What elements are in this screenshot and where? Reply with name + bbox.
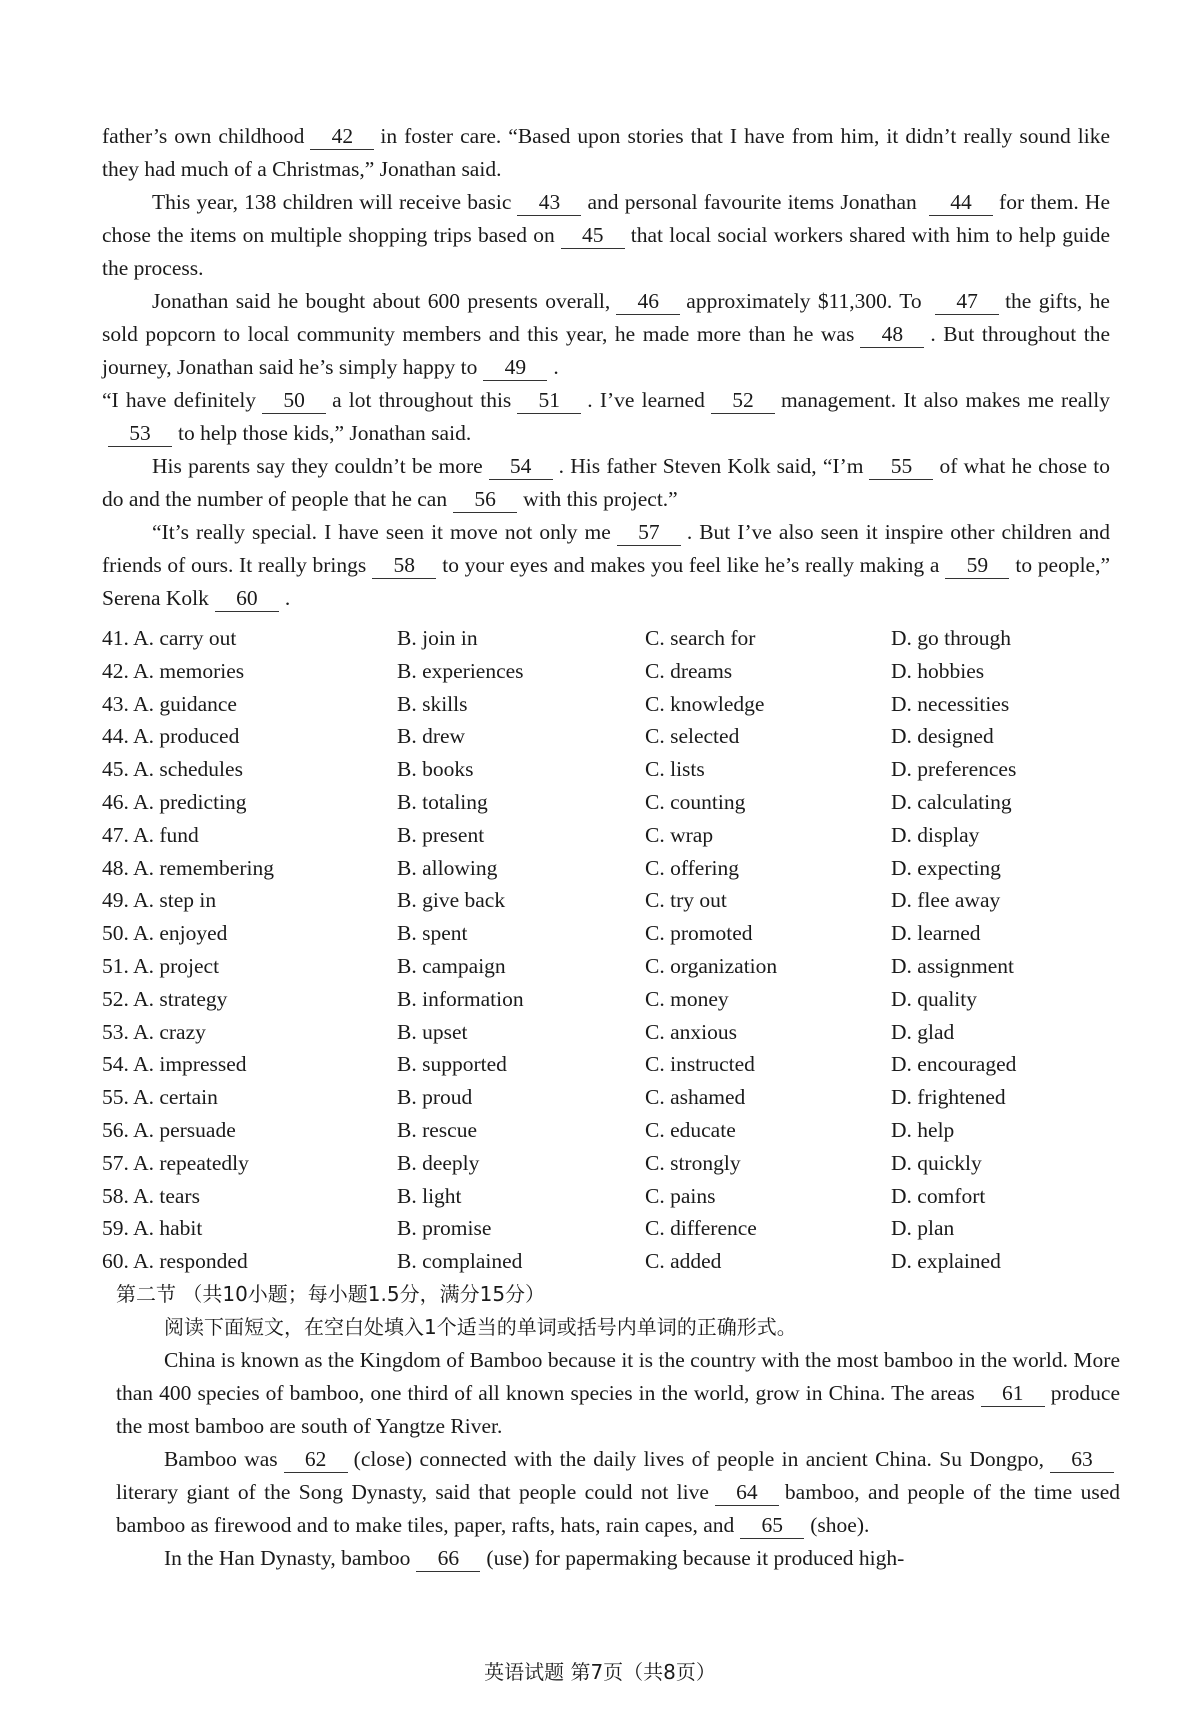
blank-46: 46 bbox=[616, 288, 680, 315]
blank-44: 44 bbox=[929, 189, 993, 216]
option-b: B. supported bbox=[397, 1052, 507, 1077]
option-b: B. spent bbox=[397, 921, 468, 946]
option-text: A. enjoyed bbox=[133, 921, 228, 946]
option-text: A. step in bbox=[133, 888, 217, 913]
option-a bbox=[102, 1048, 397, 1081]
option-d: D. comfort bbox=[891, 1183, 986, 1208]
blank-57: 57 bbox=[617, 519, 681, 546]
option-a bbox=[102, 786, 397, 819]
option-d: D. explained bbox=[891, 1249, 1001, 1274]
option-a bbox=[102, 983, 397, 1016]
question-number: 48. bbox=[102, 855, 129, 880]
text: literary giant of the Song Dynasty, said that people could not live bbox=[116, 1480, 709, 1504]
option-d: D. go through bbox=[891, 626, 1012, 650]
text: China is known as the Kingdom of Bamboo because it is the country with the most bamboo in the world. More than 400 species of bamboo, one third of all known species in the world, grow in China. The areas bbox=[116, 1348, 1120, 1405]
option-b: B. deeply bbox=[397, 1150, 480, 1175]
text: . But throughout the journey, Jonathan said he’s simply happy to bbox=[102, 322, 1110, 379]
option-b: B. join in bbox=[397, 626, 478, 650]
option-d: D. quickly bbox=[891, 1150, 982, 1175]
question-number: 59. bbox=[102, 1216, 129, 1241]
option-text: A. persuade bbox=[133, 1117, 236, 1142]
option-c: C. instructed bbox=[645, 1052, 755, 1077]
text: to people,” Serena Kolk bbox=[102, 553, 1111, 610]
option-d: D. display bbox=[891, 822, 980, 847]
option-row bbox=[102, 1114, 1110, 1147]
blank-65: 65 bbox=[740, 1512, 804, 1539]
text: for them. He chose the items on multiple shopping trips based on bbox=[102, 190, 1110, 247]
text: . I’ve learned bbox=[587, 388, 705, 412]
option-text: A. responded bbox=[133, 1249, 248, 1274]
text: His parents say they couldn’t be more bbox=[152, 454, 483, 478]
blank-59: 59 bbox=[945, 552, 1009, 579]
option-d: D. plan bbox=[891, 1216, 955, 1241]
text: “It’s really special. I have seen it move not only me bbox=[152, 520, 611, 544]
blank-51: 51 bbox=[517, 387, 581, 414]
blank-60: 60 bbox=[215, 585, 279, 612]
option-text: A. fund bbox=[133, 822, 199, 847]
option-text: A. habit bbox=[133, 1216, 203, 1241]
option-b: B. present bbox=[397, 822, 485, 847]
option-c: C. try out bbox=[645, 888, 727, 913]
option-row bbox=[102, 1147, 1110, 1180]
option-row bbox=[102, 1180, 1110, 1213]
option-a bbox=[102, 950, 397, 983]
blank-66: 66 bbox=[416, 1545, 480, 1572]
question-number: 60. bbox=[102, 1249, 129, 1274]
option-text: A. memories bbox=[133, 658, 245, 683]
option-a bbox=[102, 884, 397, 917]
option-text: A. remembering bbox=[133, 855, 274, 880]
option-row bbox=[102, 720, 1110, 753]
option-c: C. offering bbox=[645, 855, 739, 880]
option-a bbox=[102, 917, 397, 950]
question-number: 42. bbox=[102, 658, 129, 683]
option-c: C. lists bbox=[645, 757, 705, 782]
option-c: C. money bbox=[645, 986, 729, 1011]
blank-45: 45 bbox=[561, 222, 625, 249]
blank-47: 47 bbox=[935, 288, 999, 315]
text: approximately $11,300. To bbox=[686, 289, 922, 313]
option-row bbox=[102, 688, 1110, 721]
option-a bbox=[102, 1016, 397, 1049]
question-number: 41. bbox=[102, 626, 129, 650]
section-instruction: 阅读下面短文，在空白处填入1个适当的单词或括号内单词的正确形式。 bbox=[164, 1315, 797, 1339]
paragraph bbox=[116, 1443, 1120, 1542]
option-c: C. organization bbox=[645, 953, 778, 978]
option-d: D. glad bbox=[891, 1019, 955, 1044]
blank-61: 61 bbox=[981, 1380, 1045, 1407]
option-c: C. dreams bbox=[645, 658, 733, 683]
option-row bbox=[102, 753, 1110, 786]
text: . His father Steven Kolk said, “I’m bbox=[558, 454, 864, 478]
option-d: D. assignment bbox=[891, 953, 1015, 978]
blank-55: 55 bbox=[869, 453, 933, 480]
text: to help those kids,” Jonathan said. bbox=[178, 421, 472, 445]
option-a bbox=[102, 1081, 397, 1114]
text: This year, 138 children will receive basic bbox=[152, 190, 512, 214]
text: . bbox=[553, 355, 559, 379]
option-d: D. calculating bbox=[891, 789, 1012, 814]
option-row bbox=[102, 1245, 1110, 1278]
text: “I have definitely bbox=[102, 388, 257, 412]
option-d: D. help bbox=[891, 1117, 955, 1142]
answer-options bbox=[102, 622, 1110, 1278]
option-c: C. wrap bbox=[645, 822, 714, 847]
option-a bbox=[102, 655, 397, 688]
option-d: D. flee away bbox=[891, 888, 1001, 913]
option-row bbox=[102, 917, 1110, 950]
blank-53: 53 bbox=[108, 420, 172, 447]
text: bamboo, and people of the time used bamboo as firewood and to make tiles, paper, rafts, hats, rain capes, and bbox=[116, 1480, 1120, 1537]
question-number: 58. bbox=[102, 1183, 129, 1208]
question-number: 55. bbox=[102, 1085, 129, 1110]
option-c: C. search for bbox=[645, 626, 756, 650]
option-a bbox=[102, 753, 397, 786]
text: Bamboo was bbox=[164, 1447, 278, 1471]
option-c: C. selected bbox=[645, 724, 740, 749]
text: . But I’ve also seen it inspire other children and friends of ours. It really brings bbox=[102, 520, 1110, 577]
option-d: D. quality bbox=[891, 986, 977, 1011]
paragraph bbox=[102, 516, 1110, 615]
option-text: A. tears bbox=[133, 1183, 200, 1208]
option-b: B. proud bbox=[397, 1085, 473, 1110]
blank-63: 63 bbox=[1050, 1446, 1114, 1473]
option-b: B. skills bbox=[397, 691, 468, 716]
text: produce the most bamboo are south of Yangtze River. bbox=[116, 1381, 1120, 1438]
text: (shoe). bbox=[810, 1513, 870, 1537]
blank-49: 49 bbox=[483, 354, 547, 381]
option-c: C. difference bbox=[645, 1216, 757, 1241]
question-number: 56. bbox=[102, 1117, 129, 1142]
option-a bbox=[102, 1147, 397, 1180]
question-number: 49. bbox=[102, 888, 129, 913]
option-row bbox=[102, 983, 1110, 1016]
option-text: A. predicting bbox=[133, 789, 247, 814]
question-number: 57. bbox=[102, 1150, 129, 1175]
option-row bbox=[102, 1081, 1110, 1114]
option-text: A. impressed bbox=[133, 1052, 247, 1077]
blank-62: 62 bbox=[284, 1446, 348, 1473]
paragraph bbox=[102, 120, 1110, 186]
option-b: B. promise bbox=[397, 1216, 492, 1241]
option-b: B. information bbox=[397, 986, 524, 1011]
text: In the Han Dynasty, bamboo bbox=[164, 1546, 411, 1570]
question-number: 54. bbox=[102, 1052, 129, 1077]
option-row bbox=[102, 655, 1110, 688]
question-number: 52. bbox=[102, 986, 129, 1011]
text: (use) for papermaking because it produced high- bbox=[486, 1546, 905, 1570]
option-text: A. guidance bbox=[133, 691, 237, 716]
question-number: 45. bbox=[102, 757, 129, 782]
paragraph bbox=[102, 450, 1110, 516]
option-d: D. learned bbox=[891, 921, 981, 946]
option-b: B. drew bbox=[397, 724, 466, 749]
blank-42: 42 bbox=[310, 123, 374, 150]
option-c: C. educate bbox=[645, 1117, 736, 1142]
question-number: 51. bbox=[102, 953, 129, 978]
option-row bbox=[102, 819, 1110, 852]
option-row bbox=[102, 1016, 1110, 1049]
paragraph bbox=[116, 1344, 1120, 1443]
option-c: C. added bbox=[645, 1249, 722, 1274]
option-row bbox=[102, 786, 1110, 819]
text: with this project.” bbox=[523, 487, 678, 511]
option-d: D. designed bbox=[891, 724, 994, 749]
option-b: B. totaling bbox=[397, 789, 488, 814]
option-c: C. counting bbox=[645, 789, 746, 814]
paragraph bbox=[116, 1542, 1120, 1575]
option-c: C. knowledge bbox=[645, 691, 765, 716]
question-number: 47. bbox=[102, 822, 129, 847]
text: . bbox=[284, 586, 291, 610]
page-footer: 英语试题 第7页（共8页） bbox=[484, 1660, 716, 1684]
option-b: B. upset bbox=[397, 1019, 468, 1044]
option-text: A. project bbox=[133, 953, 220, 978]
option-d: D. frightened bbox=[891, 1085, 1006, 1110]
option-row bbox=[102, 950, 1110, 983]
blank-48: 48 bbox=[860, 321, 924, 348]
option-d: D. preferences bbox=[891, 757, 1017, 782]
option-text: A. crazy bbox=[133, 1019, 206, 1044]
option-b: B. experiences bbox=[397, 658, 524, 683]
option-c: C. anxious bbox=[645, 1019, 737, 1044]
option-text: A. certain bbox=[133, 1085, 218, 1110]
option-text: A. strategy bbox=[133, 986, 228, 1011]
option-a bbox=[102, 819, 397, 852]
option-b: B. campaign bbox=[397, 953, 506, 978]
question-number: 46. bbox=[102, 789, 129, 814]
text: Jonathan said he bought about 600 presents overall, bbox=[152, 289, 611, 313]
paragraph bbox=[102, 285, 1110, 384]
option-a bbox=[102, 688, 397, 721]
fill-passage bbox=[116, 1344, 1120, 1575]
option-a bbox=[102, 622, 397, 655]
option-c: C. pains bbox=[645, 1183, 716, 1208]
option-text: A. schedules bbox=[133, 757, 243, 782]
option-b: B. allowing bbox=[397, 855, 498, 880]
option-b: B. complained bbox=[397, 1249, 523, 1274]
blank-54: 54 bbox=[489, 453, 553, 480]
blank-58: 58 bbox=[372, 552, 436, 579]
text: management. It also makes me really bbox=[780, 388, 1110, 412]
option-a bbox=[102, 852, 397, 885]
question-number: 44. bbox=[102, 724, 129, 749]
option-text: A. carry out bbox=[133, 626, 237, 650]
option-d: D. encouraged bbox=[891, 1052, 1017, 1077]
text: of what he chose to do and the number of people that he can bbox=[102, 454, 1111, 511]
option-d: D. expecting bbox=[891, 855, 1001, 880]
blank-52: 52 bbox=[711, 387, 775, 414]
blank-64: 64 bbox=[715, 1479, 779, 1506]
option-a bbox=[102, 1212, 397, 1245]
option-b: B. books bbox=[397, 757, 474, 782]
blank-50: 50 bbox=[262, 387, 326, 414]
option-b: B. rescue bbox=[397, 1117, 477, 1142]
option-row bbox=[102, 1048, 1110, 1081]
option-row bbox=[102, 1212, 1110, 1245]
text: father’s own childhood bbox=[102, 124, 305, 148]
option-row bbox=[102, 884, 1110, 917]
question-number: 43. bbox=[102, 691, 129, 716]
option-d: D. necessities bbox=[891, 691, 1010, 716]
option-text: A. repeatedly bbox=[133, 1150, 249, 1175]
option-c: C. ashamed bbox=[645, 1085, 746, 1110]
option-text: A. produced bbox=[133, 724, 240, 749]
text: and personal favourite items Jonathan bbox=[587, 190, 917, 214]
option-b: B. light bbox=[397, 1183, 462, 1208]
text: (close) connected with the daily lives of people in ancient China. Su Dongpo, bbox=[353, 1447, 1044, 1471]
section-heading: 第二节 （共10小题；每小题1.5分，满分15分） bbox=[116, 1282, 546, 1306]
text: a lot throughout this bbox=[332, 388, 512, 412]
section-2 bbox=[116, 1278, 1120, 1575]
blank-56: 56 bbox=[453, 486, 517, 513]
blank-43: 43 bbox=[517, 189, 581, 216]
option-c: C. strongly bbox=[645, 1150, 741, 1175]
question-number: 53. bbox=[102, 1019, 129, 1044]
option-row bbox=[102, 852, 1110, 885]
text: the gifts, he sold popcorn to local community members and this year, he made more than he was bbox=[102, 289, 1110, 346]
cloze-passage bbox=[102, 120, 1110, 615]
option-a bbox=[102, 1245, 397, 1278]
option-a bbox=[102, 1114, 397, 1147]
option-b: B. give back bbox=[397, 888, 506, 913]
option-c: C. promoted bbox=[645, 921, 753, 946]
paragraph bbox=[102, 384, 1110, 450]
text: to your eyes and makes you feel like he’s really making a bbox=[442, 553, 940, 577]
text: in foster care. “Based upon stories that I have from him, it didn’t really sound like they had much of a Christmas,” Jonathan said. bbox=[102, 124, 1110, 181]
option-a bbox=[102, 720, 397, 753]
option-d: D. hobbies bbox=[891, 658, 985, 683]
option-a bbox=[102, 1180, 397, 1213]
option-row bbox=[102, 622, 1110, 655]
paragraph bbox=[102, 186, 1110, 285]
text: that local social workers shared with him to help guide the process. bbox=[102, 223, 1110, 280]
question-number: 50. bbox=[102, 921, 129, 946]
